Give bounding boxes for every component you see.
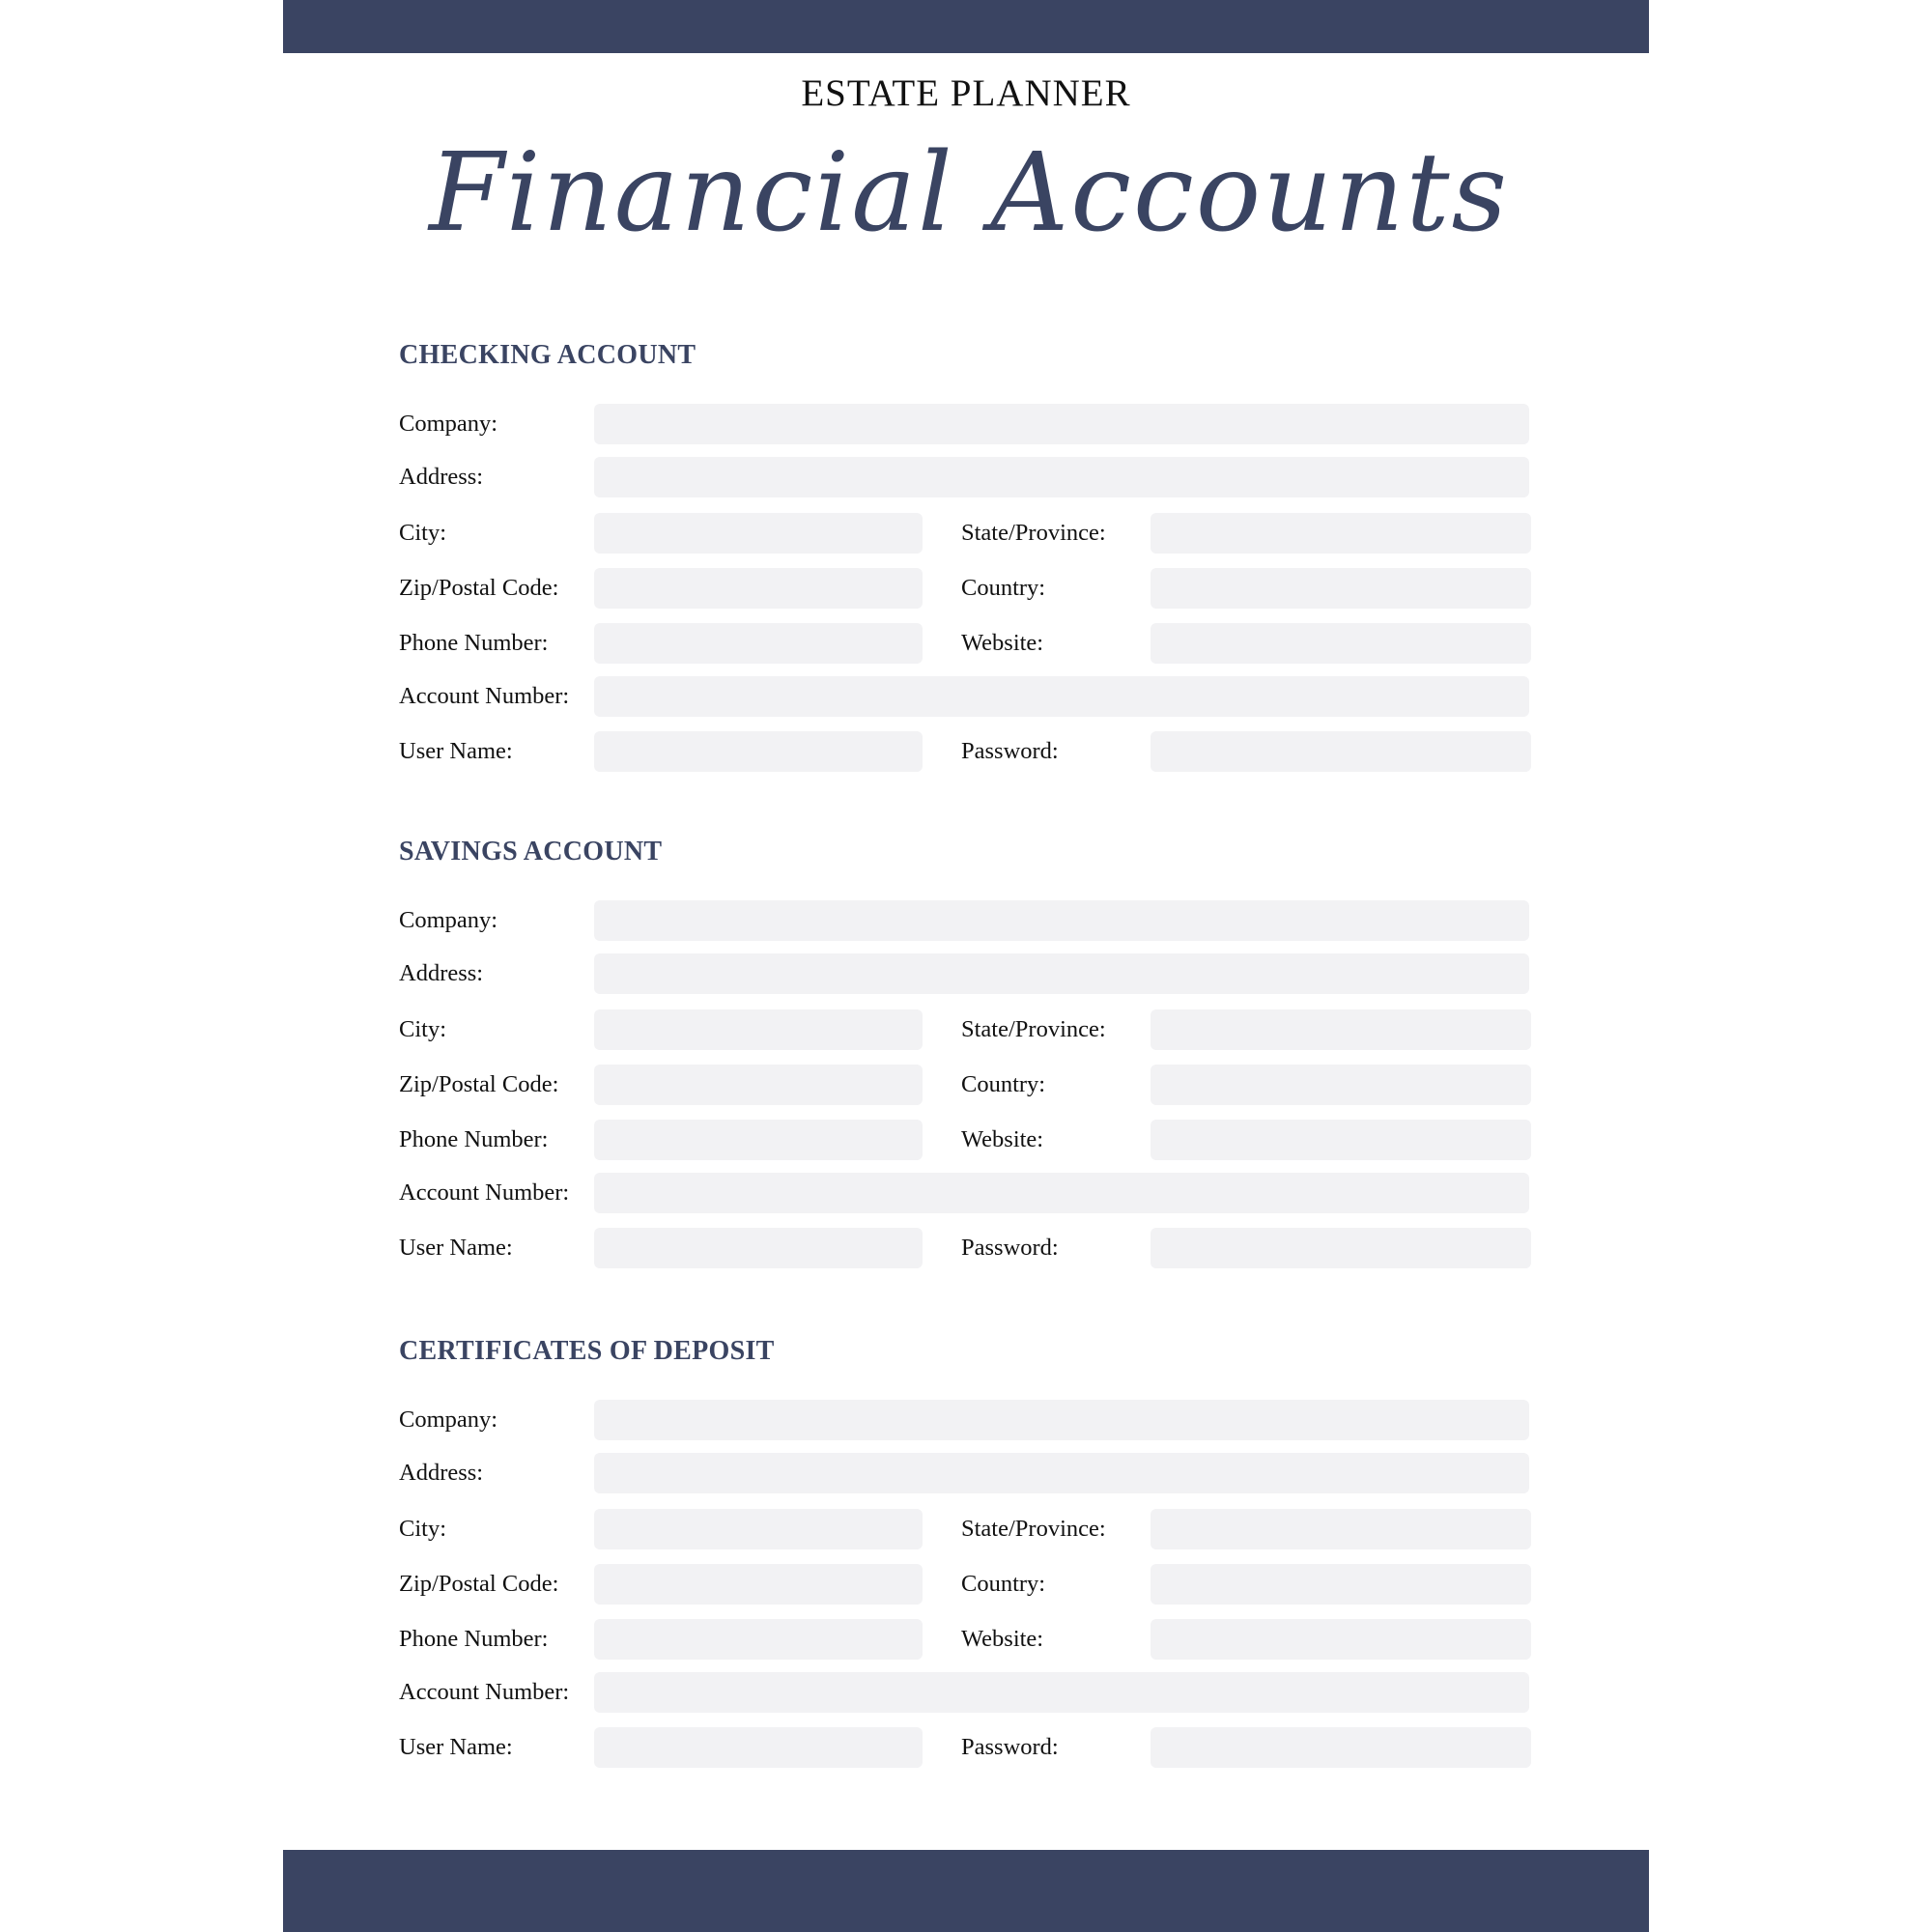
user-name-label: User Name: — [399, 1235, 513, 1261]
phone-field[interactable] — [594, 1619, 923, 1660]
state-label: State/Province: — [961, 1016, 1106, 1042]
address-field[interactable] — [594, 457, 1529, 497]
phone-label: Phone Number: — [399, 1626, 549, 1652]
password-field[interactable] — [1151, 731, 1531, 772]
state-field[interactable] — [1151, 513, 1531, 554]
account-number-field[interactable] — [594, 1173, 1529, 1213]
user-name-label: User Name: — [399, 1734, 513, 1760]
country-field[interactable] — [1151, 1564, 1531, 1605]
user-name-field[interactable] — [594, 731, 923, 772]
form-row — [399, 1672, 1534, 1713]
form-row — [399, 953, 1534, 994]
company-field[interactable] — [594, 1400, 1529, 1440]
account-number-label: Account Number: — [399, 1679, 570, 1705]
form-row — [399, 1564, 1534, 1605]
company-field[interactable] — [594, 900, 1529, 941]
form-row — [399, 1400, 1534, 1440]
password-field[interactable] — [1151, 1727, 1531, 1768]
zip-label: Zip/Postal Code: — [399, 1571, 559, 1597]
top-banner — [283, 0, 1649, 53]
website-label: Website: — [961, 1626, 1044, 1652]
website-label: Website: — [961, 630, 1044, 656]
form-row — [399, 900, 1534, 941]
city-label: City: — [399, 1516, 447, 1542]
form-row — [399, 731, 1534, 772]
form-row — [399, 1173, 1534, 1213]
country-field[interactable] — [1151, 1065, 1531, 1105]
zip-label: Zip/Postal Code: — [399, 575, 559, 601]
company-label: Company: — [399, 411, 498, 437]
address-label: Address: — [399, 464, 484, 490]
city-label: City: — [399, 1016, 447, 1042]
password-label: Password: — [961, 1235, 1059, 1261]
address-label: Address: — [399, 960, 484, 986]
form-row — [399, 404, 1534, 444]
company-field[interactable] — [594, 404, 1529, 444]
bottom-banner — [283, 1850, 1649, 1932]
zip-label: Zip/Postal Code: — [399, 1071, 559, 1097]
section-heading: SAVINGS ACCOUNT — [399, 837, 663, 867]
city-field[interactable] — [594, 1509, 923, 1549]
website-field[interactable] — [1151, 1120, 1531, 1160]
state-label: State/Province: — [961, 1516, 1106, 1542]
company-label: Company: — [399, 1406, 498, 1433]
page-title-text: Financial Accounts — [429, 130, 1509, 256]
country-label: Country: — [961, 1071, 1046, 1097]
page-title — [429, 106, 1509, 280]
form-row — [399, 1065, 1534, 1105]
state-field[interactable] — [1151, 1009, 1531, 1050]
user-name-label: User Name: — [399, 738, 513, 764]
country-label: Country: — [961, 1571, 1046, 1597]
account-number-label: Account Number: — [399, 1179, 570, 1206]
password-label: Password: — [961, 738, 1059, 764]
password-field[interactable] — [1151, 1228, 1531, 1268]
city-field[interactable] — [594, 513, 923, 554]
form-row — [399, 1727, 1534, 1768]
company-label: Company: — [399, 907, 498, 933]
city-label: City: — [399, 520, 447, 546]
page-kicker: ESTATE PLANNER — [801, 72, 1131, 114]
phone-label: Phone Number: — [399, 630, 549, 656]
phone-label: Phone Number: — [399, 1126, 549, 1152]
planner-page — [283, 0, 1649, 1932]
address-label: Address: — [399, 1460, 484, 1486]
zip-field[interactable] — [594, 568, 923, 609]
city-field[interactable] — [594, 1009, 923, 1050]
state-field[interactable] — [1151, 1509, 1531, 1549]
form-row — [399, 568, 1534, 609]
form-row — [399, 1453, 1534, 1493]
user-name-field[interactable] — [594, 1228, 923, 1268]
website-label: Website: — [961, 1126, 1044, 1152]
section-heading: CHECKING ACCOUNT — [399, 340, 696, 370]
website-field[interactable] — [1151, 623, 1531, 664]
user-name-field[interactable] — [594, 1727, 923, 1768]
form-row — [399, 457, 1534, 497]
country-label: Country: — [961, 575, 1046, 601]
address-field[interactable] — [594, 1453, 1529, 1493]
form-row — [399, 1120, 1534, 1160]
section-heading: CERTIFICATES OF DEPOSIT — [399, 1336, 775, 1366]
form-row — [399, 623, 1534, 664]
account-number-field[interactable] — [594, 1672, 1529, 1713]
country-field[interactable] — [1151, 568, 1531, 609]
form-row — [399, 513, 1534, 554]
phone-field[interactable] — [594, 623, 923, 664]
state-label: State/Province: — [961, 520, 1106, 546]
form-row — [399, 676, 1534, 717]
password-label: Password: — [961, 1734, 1059, 1760]
zip-field[interactable] — [594, 1065, 923, 1105]
form-row — [399, 1009, 1534, 1050]
form-row — [399, 1228, 1534, 1268]
phone-field[interactable] — [594, 1120, 923, 1160]
zip-field[interactable] — [594, 1564, 923, 1605]
form-row — [399, 1619, 1534, 1660]
account-number-field[interactable] — [594, 676, 1529, 717]
website-field[interactable] — [1151, 1619, 1531, 1660]
account-number-label: Account Number: — [399, 683, 570, 709]
form-row — [399, 1509, 1534, 1549]
address-field[interactable] — [594, 953, 1529, 994]
